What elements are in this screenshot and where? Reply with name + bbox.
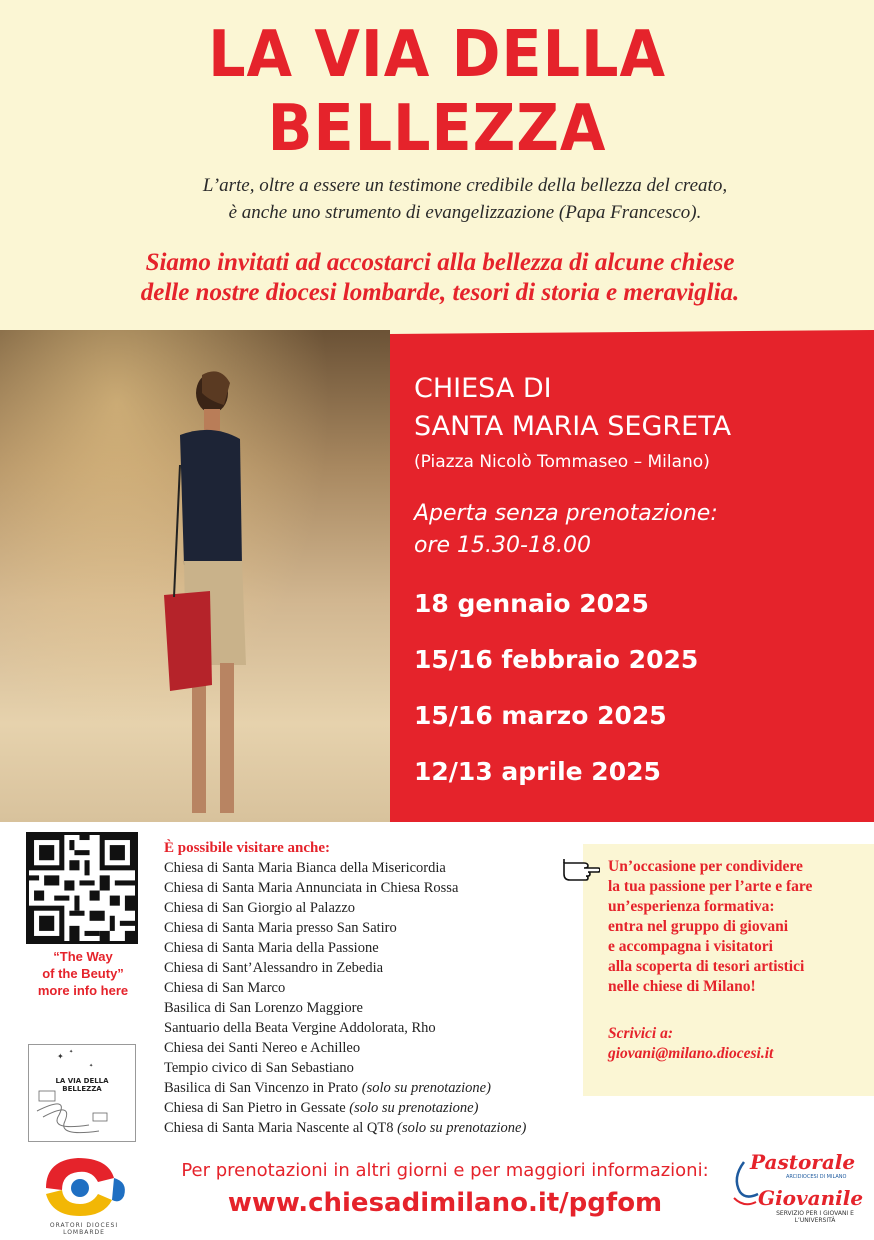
list-item: [164, 1098, 526, 1118]
volunteer-contact: [608, 1024, 870, 1064]
qr-caption-line: “The Way: [53, 949, 113, 964]
list-item: [164, 1018, 526, 1038]
website-link[interactable]: www.chiesadimilano.it/pgfom: [227, 1188, 663, 1218]
email-link[interactable]: giovani@milano.diocesi.it: [608, 1045, 774, 1062]
pastorale-giovanile-logo: [728, 1148, 862, 1232]
list-item: [164, 878, 526, 898]
other-churches-heading: È possibile visitare anche:: [164, 840, 330, 856]
other-churches-list: [164, 838, 526, 1138]
oratori-logo: [28, 1148, 140, 1236]
qr-caption-line: more info here: [37, 983, 129, 998]
church-item-name: Chiesa di Santa Maria della Passione: [164, 940, 379, 956]
info-text: Per prenotazioni in altri giorni e per maggiori informazioni:: [181, 1160, 709, 1181]
volunteer-line: Un’occasione per condividere: [608, 858, 803, 875]
list-item: [164, 898, 526, 918]
church-item-note: (solo su prenotazione): [397, 1120, 527, 1136]
list-item: [164, 958, 526, 978]
list-item: [164, 1078, 526, 1098]
church-item-name: Santuario della Beata Vergine Addolorata, Rho: [164, 1020, 436, 1036]
list-item: [164, 998, 526, 1018]
church-item-name: Chiesa dei Santi Nereo e Achilleo: [164, 1040, 361, 1056]
church-name-line: CHIESA DI: [414, 373, 552, 404]
church-item-name: Chiesa di Santa Maria presso San Satiro: [164, 920, 397, 936]
pointing-hand-icon: [562, 855, 600, 881]
invite-line: delle nostre diocesi lombarde, tesori di storia e meraviglia.: [140, 279, 740, 306]
volunteer-line: la tua passione per l’arte e fare: [608, 878, 813, 895]
quote-line: è anche uno strumento di evangelizzazione (Papa Francesco).: [228, 202, 702, 223]
volunteer-line: alla scoperta di tesori artistici: [608, 958, 805, 975]
woman-looking-up-image: [150, 365, 260, 825]
church-item-name: Basilica di San Vincenzo in Prato: [164, 1080, 359, 1096]
church-item-name: Chiesa di San Marco: [164, 980, 286, 996]
church-item-name: Tempio civico di San Sebastiano: [164, 1060, 354, 1076]
mini-poster-image: [28, 1044, 136, 1142]
mini-poster-title: LA VIA DELLA BELLEZZA: [55, 1077, 109, 1093]
church-item-name: Chiesa di San Pietro in Gessate: [164, 1100, 346, 1116]
qr-caption: [20, 948, 146, 999]
pope-quote: [120, 172, 810, 226]
church-item-name: Chiesa di San Giorgio al Palazzo: [164, 900, 356, 916]
volunteer-line: nelle chiese di Milano!: [608, 978, 756, 995]
list-item: [164, 858, 526, 878]
volunteer-line: un’esperienza formativa:: [608, 898, 775, 915]
oratori-logo-icon: [28, 1148, 140, 1220]
list-item: [164, 1038, 526, 1058]
list-item: [164, 1118, 526, 1138]
svg-text:✦: ✦: [57, 1052, 64, 1061]
list-item: [164, 938, 526, 958]
pastorale-desc: SERVIZIO PER I GIOVANI E L’UNIVERSITÀ: [776, 1210, 854, 1224]
volunteer-line: entra nel gruppo di giovani: [608, 918, 788, 935]
pastorale-sub: ARCIDIOCESI DI MILANO: [786, 1174, 847, 1180]
church-item-name: Basilica di San Lorenzo Maggiore: [164, 1000, 363, 1016]
church-item-name: Chiesa di Sant’Alessandro in Zebedia: [164, 960, 384, 976]
svg-text:✦: ✦: [69, 1049, 74, 1055]
write-label: Scrivici a:: [608, 1025, 673, 1042]
church-item-name: Chiesa di Santa Maria Nascente al QT8: [164, 1120, 394, 1136]
event-date: 12/13 aprile 2025: [414, 757, 661, 786]
invite-line: Siamo invitati ad accostarci alla bellezza di alcune chiese: [145, 249, 735, 276]
svg-text:✦: ✦: [89, 1063, 94, 1069]
mini-poster-drawing: [29, 1045, 135, 1141]
list-item: [164, 918, 526, 938]
giovanile-word: Giovanile: [758, 1186, 864, 1210]
qr-caption-line: of the Beuty”: [42, 966, 124, 981]
church-item-name: Chiesa di Santa Maria Bianca della Misericordia: [164, 860, 446, 876]
invitation-text: [40, 248, 840, 308]
list-item: [164, 978, 526, 998]
church-item-name: Chiesa di Santa Maria Annunciata in Chiesa Rossa: [164, 880, 459, 896]
quote-line: L’arte, oltre a essere un testimone credibile della bellezza del creato,: [202, 175, 728, 196]
church-name: [414, 370, 731, 446]
qr-code-image: [29, 835, 135, 941]
church-address: (Piazza Nicolò Tommaseo – Milano): [414, 452, 710, 472]
oratori-logo-caption: ORATORI DIOCESI LOMBARDE: [49, 1222, 119, 1236]
opening-line: ore 15.30-18.00: [414, 533, 591, 558]
event-date: 18 gennaio 2025: [414, 589, 649, 618]
church-item-note: (solo su prenotazione): [361, 1080, 491, 1096]
opening-hours: [414, 498, 718, 562]
volunteer-text: [608, 857, 870, 997]
volunteer-line: e accompagna i visitatori: [608, 938, 773, 955]
pastorale-word: Pastorale: [750, 1150, 856, 1174]
church-name-line: SANTA MARIA SEGRETA: [414, 411, 732, 442]
church-item-note: (solo su prenotazione): [349, 1100, 479, 1116]
event-dates: [414, 585, 698, 809]
list-item: [164, 1058, 526, 1078]
poster-title: LA VIA DELLA BELLEZZA: [208, 18, 666, 166]
event-date: 15/16 marzo 2025: [414, 701, 667, 730]
qr-code[interactable]: [26, 832, 138, 944]
opening-line: Aperta senza prenotazione:: [414, 501, 718, 526]
event-date: 15/16 febbraio 2025: [414, 645, 699, 674]
